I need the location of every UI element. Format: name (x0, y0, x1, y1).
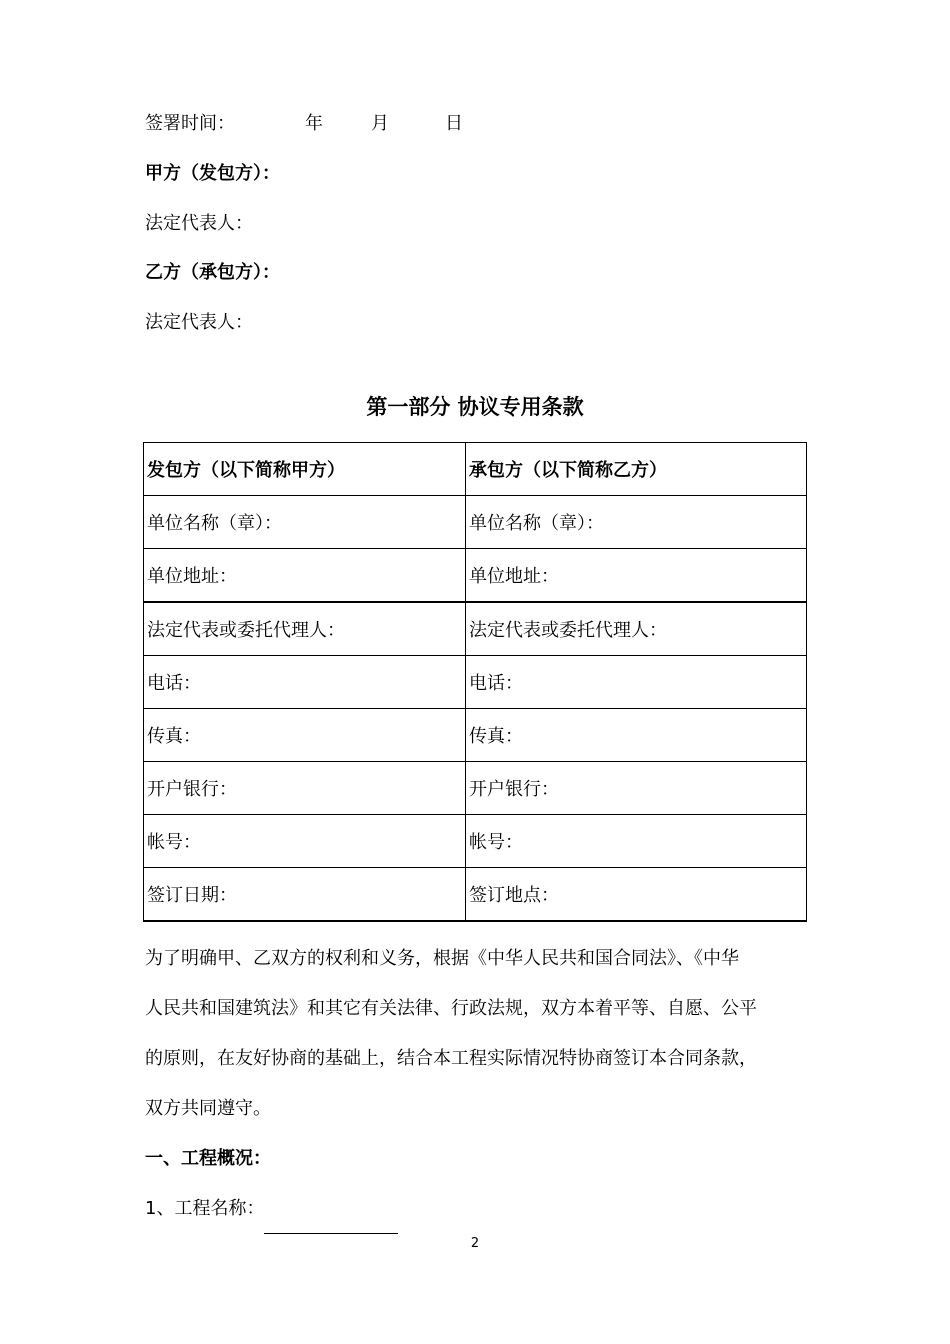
party-b-representative-label: 法定代表人： (145, 312, 253, 333)
intro-paragraph (145, 934, 805, 1234)
project-name-line (145, 1184, 805, 1234)
party-a-unit-name: 单位名称（章）： (144, 496, 466, 549)
table-row (144, 709, 807, 762)
table-header-party-b: 承包方（以下简称乙方） (466, 443, 807, 496)
party-b-unit-address: 单位地址： (466, 549, 807, 603)
project-overview-heading: 一、工程概况： (145, 1148, 271, 1169)
table-header-row (144, 443, 807, 496)
party-b-account: 帐号： (466, 815, 807, 868)
party-b-agent: 法定代表或委托代理人： (466, 602, 807, 656)
table-row (144, 602, 807, 656)
table-row (144, 656, 807, 709)
party-a-representative-label: 法定代表人： (145, 213, 253, 234)
signing-year-label: 年 (305, 113, 323, 134)
intro-line-1: 为了明确甲、乙双方的权利和义务，根据《中华人民共和国合同法》、《中华 (145, 948, 739, 969)
intro-line-4: 双方共同遵守。 (145, 1098, 271, 1119)
party-b-phone: 电话： (466, 656, 807, 709)
party-a-account: 帐号： (144, 815, 466, 868)
party-a-heading: 甲方（发包方）： (145, 163, 280, 184)
project-name-blank (264, 1213, 398, 1234)
table-header-party-a: 发包方（以下简称甲方） (144, 443, 466, 496)
page-number: 2 (470, 1236, 480, 1251)
signing-time-label: 签署时间： (145, 113, 235, 134)
project-name-label: 1、工程名称： (145, 1198, 265, 1219)
table-row (144, 868, 807, 922)
party-b-signing-place: 签订地点： (466, 868, 807, 922)
intro-line-3: 的原则，在友好协商的基础上，结合本工程实际情况特协商签订本合同条款， (145, 1048, 757, 1069)
signing-time-line (145, 112, 463, 136)
table-row (144, 762, 807, 815)
party-b-fax: 传真： (466, 709, 807, 762)
table-row (144, 496, 807, 549)
party-a-unit-address: 单位地址： (144, 549, 466, 603)
table-row (144, 815, 807, 868)
party-a-phone: 电话： (144, 656, 466, 709)
party-b-unit-name: 单位名称（章）： (466, 496, 807, 549)
party-a-fax: 传真： (144, 709, 466, 762)
table-row (144, 549, 807, 603)
section-title: 第一部分 协议专用条款 (366, 395, 584, 419)
party-a-bank: 开户银行： (144, 762, 466, 815)
signing-month-label: 月 (371, 113, 389, 134)
party-b-bank: 开户银行： (466, 762, 807, 815)
party-info-table (143, 442, 807, 922)
party-a-agent: 法定代表或委托代理人： (144, 602, 466, 656)
party-b-heading: 乙方（承包方）： (145, 262, 280, 283)
intro-line-2: 人民共和国建筑法》和其它有关法律、行政法规，双方本着平等、自愿、公平 (145, 998, 757, 1019)
signing-day-label: 日 (445, 113, 463, 134)
party-a-signing-date: 签订日期： (144, 868, 466, 922)
